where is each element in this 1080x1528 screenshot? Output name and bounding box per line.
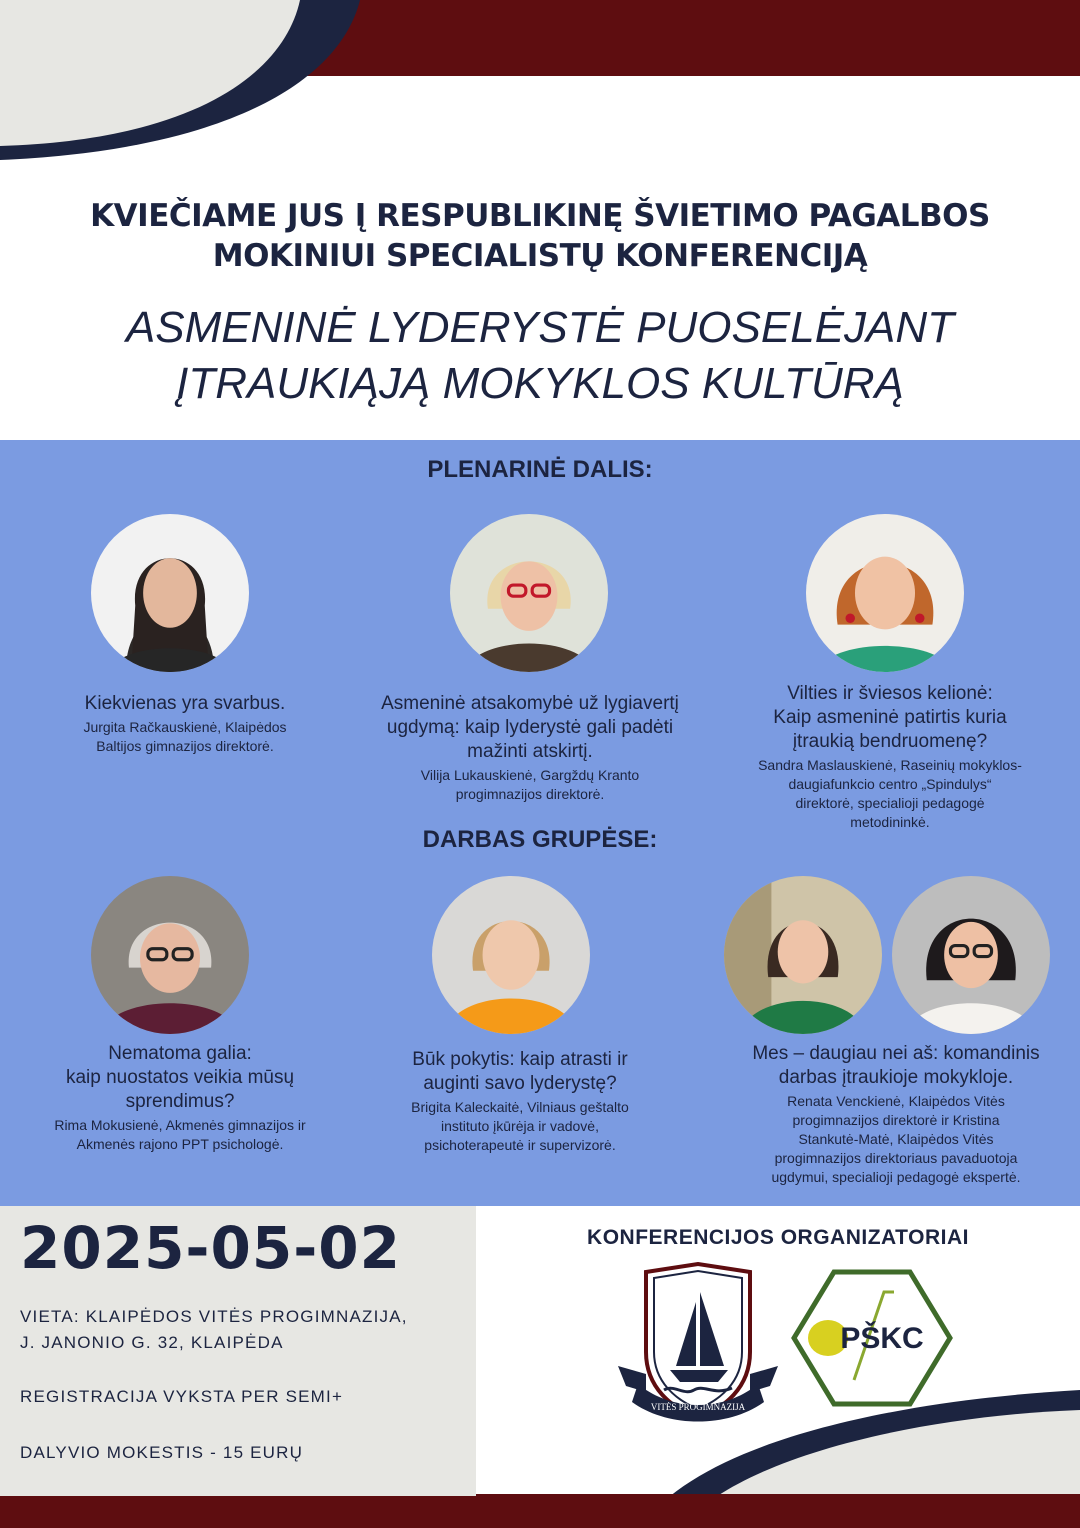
talk-title: ugdymą: kaip lyderystė gali padėti [386,717,674,738]
pskc-logo-icon [790,1268,954,1408]
group-card-2 [350,1048,690,1155]
talk-title: Kaip asmeninė patirtis kuria [773,707,1007,728]
talk-title: darbas įtraukioje mokykloje. [778,1067,1014,1088]
speaker-info: instituto įkūrėja ir vadovė, [441,1118,599,1134]
speaker-info: Sandra Maslauskienė, Raseinių mokyklos- [758,757,1022,773]
speaker-info: psichoterapeutė ir supervizorė. [424,1137,616,1153]
talk-title: mažinti atskirtį. [467,741,593,762]
registration-info: REGISTRACIJA VYKSTA PER SEMI+ [20,1387,344,1406]
plenary-card-1 [30,692,340,756]
speaker-info: direktorė, specialioji pedagogė [795,795,985,811]
speaker-info: Jurgita Račkauskienė, Klaipėdos [83,719,287,735]
talk-title: Nematoma galia: [108,1043,252,1064]
speaker-photo-1 [91,514,249,672]
speaker-info: progimnazijos direktorė. [455,786,605,802]
speaker-info: Baltijos gimnazijos direktorė. [96,738,274,754]
speaker-info: Stankutė-Matė, Klaipėdos Vitės [798,1131,994,1147]
speaker-info: Brigita Kaleckaitė, Vilniaus geštalto [411,1099,629,1115]
venue [20,1304,408,1356]
crest-text: VITĖS PROGIMNAZIJA [650,1402,746,1412]
talk-title: Vilties ir šviesos kelionė: [787,683,993,704]
speaker-info: Rima Mokusienė, Akmenės gimnazijos ir [54,1117,306,1133]
speaker-photo-3 [806,514,964,672]
talk-title: auginti savo lyderystę? [423,1073,617,1094]
speaker-photo-6 [724,876,882,1034]
speaker-info: daugiafunkcio centro „Spindulys“ [788,776,992,792]
talk-title: Kiekvienas yra svarbus. [84,693,286,714]
speaker-photo-5 [432,876,590,1034]
speaker-photo-7 [892,876,1050,1034]
groups-label: DARBAS GRUPĖSE: [422,826,658,853]
plenary-card-2 [330,692,730,804]
speaker-info: ugdymui, specialioji pedagogė ekspertė. [771,1169,1021,1185]
speaker-info: progimnazijos direktoriaus pavaduotoja [774,1150,1018,1166]
headline-line-1: KVIEČIAME JUS Į RESPUBLIKINĘ ŠVIETIMO PAGALBOS [90,198,990,234]
event-date: 2025-05-02 [20,1214,401,1282]
vites-progimnazija-crest-icon [612,1262,784,1432]
talk-title: kaip nuostatos veikia mūsų [65,1067,295,1088]
participant-fee: DALYVIO MOKESTIS - 15 EURŲ [20,1443,304,1462]
speaker-photo-4 [91,876,249,1034]
speaker-info: metodininkė. [850,814,930,830]
talk-title: sprendimus? [125,1091,235,1112]
top-corner-decoration [0,0,1080,170]
talk-title: įtraukią bendruomenę? [792,731,988,752]
group-card-3 [716,1042,1076,1187]
subtitle-line-2: ĮTRAUKIĄJĄ MOKYKLOS KULTŪRĄ [176,359,904,408]
speaker-info: Akmenės rajono PPT psichologė. [76,1136,284,1152]
talk-title: Būk pokytis: kaip atrasti ir [412,1049,628,1070]
talk-title: Mes – daugiau nei aš: komandinis [752,1043,1040,1064]
subtitle-line-1: ASMENINĖ LYDERYSTĖ PUOSELĖJANT [125,303,955,352]
plenary-card-3 [720,682,1060,832]
group-card-1 [10,1042,350,1154]
conference-headline [0,196,1080,276]
venue-line-1: VIETA: KLAIPĖDOS VITĖS PROGIMNAZIJA, [20,1307,408,1326]
organizers-title: KONFERENCIJOS ORGANIZATORIAI [587,1226,969,1249]
talk-title: Asmeninė atsakomybė už lygiavertį [381,693,679,714]
conference-subtitle [0,300,1080,412]
pskc-text: PŠKC [840,1322,924,1355]
headline-line-2: MOKINIUI SPECIALISTŲ KONFERENCIJĄ [212,238,868,274]
speaker-photo-2 [450,514,608,672]
speaker-info: Vilija Lukauskienė, Gargždų Kranto [420,767,640,783]
venue-line-2: J. JANONIO G. 32, KLAIPĖDA [20,1333,284,1352]
plenary-label: PLENARINĖ DALIS: [427,456,653,483]
speaker-info: progimnazijos direktorė ir Kristina [792,1112,1000,1128]
speaker-info: Renata Venckienė, Klaipėdos Vitės [787,1093,1005,1109]
